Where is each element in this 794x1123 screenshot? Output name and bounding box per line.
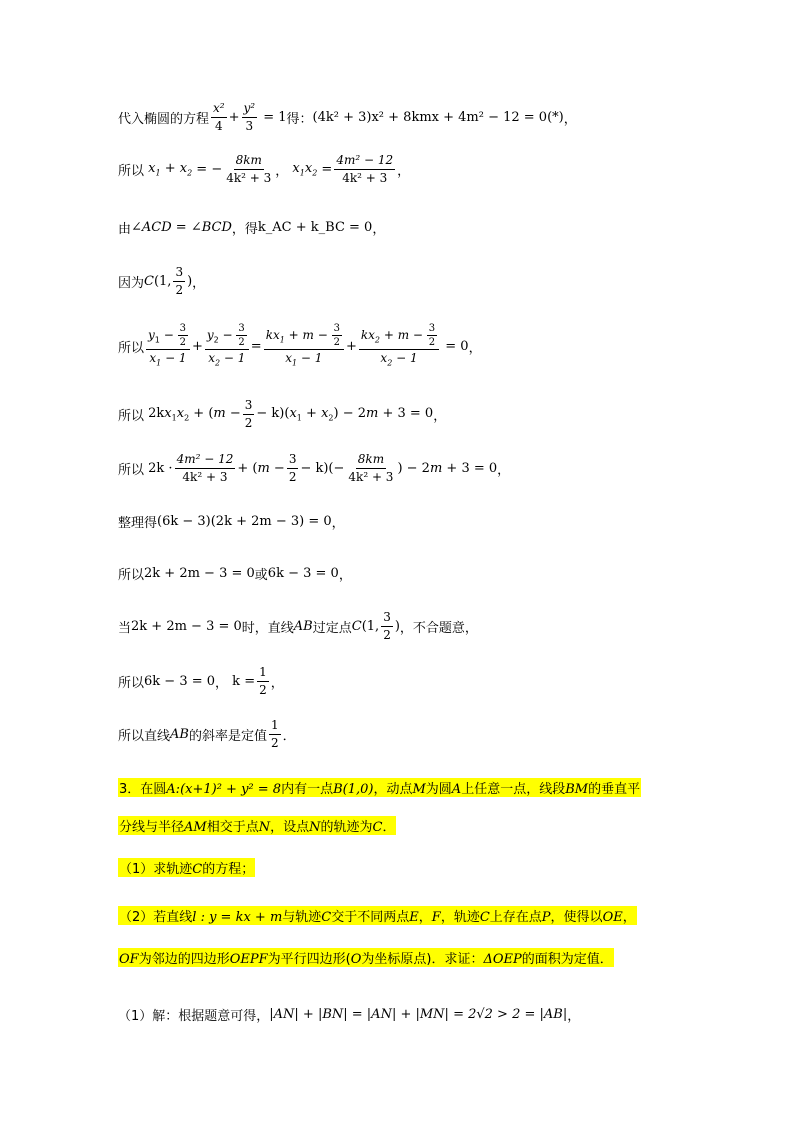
case-2: 6k − 3 = 0 [267, 566, 339, 581]
text: 所以 [118, 409, 145, 424]
text: ． [282, 729, 296, 744]
line-cases [118, 564, 352, 583]
text: ，不合题意， [399, 621, 478, 636]
line-expanded: 所以 $2kx_1x_2 + (m$ − $\frac{3}{2}$ − $k)(x_1 + x_2) - 2m + 3 = 0$ ， [118, 398, 447, 430]
fraction-term1: $y_1$ − $\frac{3}{2}$ $x_1 - 1$ [146, 323, 190, 370]
text: ， [397, 164, 411, 179]
text: （2）若直线 [119, 910, 193, 925]
symbol: N [258, 820, 271, 835]
text: ． [382, 820, 396, 835]
fraction-term3: $kx_1 + m$ − $\frac{3}{2}$ $x_1 - 1$ [264, 323, 344, 370]
text: 为坐标原点)．求证： [361, 952, 484, 967]
line-reject-case: 当 2k + 2m − 3 = 0 时，直线 AB 过定点 C (1, $\frac{3}{2}$ ) ，不合题意， [118, 610, 478, 642]
text: 因为 [118, 276, 145, 291]
fraction-3-2: $\frac{3}{2}$ [244, 398, 253, 430]
line-slope-equation: 所以 $y_1$ − $\frac{3}{2}$ $x_1 - 1$ + $y_2$ − $\frac{3}{2}$ $x_2 - 1$ = $kx_1 + m$ − $\frac{3}{2}$ $x_1 - 1$ + $kx_2 + m$ − $\frac{3}{2}$ $x_2 - 1$ = 0 ， [118, 323, 482, 370]
text: ， [563, 112, 577, 127]
text: 代入椭圆的方程 [118, 112, 210, 127]
text: 为邻边的四边形 [138, 952, 230, 967]
fraction-3-2: $\frac{3}{2}$ [175, 265, 184, 297]
symbol: C [192, 862, 203, 877]
text: 所以直线 [118, 729, 171, 744]
text: 所以 [118, 568, 145, 583]
line-point-c: 因为 C (1, $\frac{3}{2}$ ) ， [118, 265, 206, 297]
distance-equation: |AN| + |BN| = |AN| + |MN| = 2√2 > 2 = |AB| [269, 1007, 568, 1022]
symbol: OF [119, 952, 139, 967]
solution-1-start [118, 1005, 580, 1024]
line-angle-condition [118, 218, 385, 237]
problem-3-line-2 [118, 816, 396, 835]
text: 上存在点 [489, 910, 542, 925]
text: ， [331, 516, 345, 531]
text: 的面积为定值． [521, 952, 613, 967]
text: 的斜率是定值 [188, 729, 267, 744]
fraction-3-2: $\frac{3}{2}$ [383, 610, 391, 642]
text: 时，直线 [241, 621, 294, 636]
fraction-1-2: $\frac{1}{2}$ [270, 718, 279, 750]
text: 所以 [118, 463, 145, 478]
text: ， [567, 1009, 581, 1024]
text: 所以 [118, 164, 145, 179]
text: 在圆 [140, 782, 167, 797]
text: 整理得 [118, 516, 158, 531]
fraction-y2-over-3: $\frac{\text{y²}}{3}$ [243, 101, 256, 133]
text: 所以 [118, 341, 145, 357]
line-k-value: 所以 6k − 3 = 0 ， k = $\frac{1}{2}$ ， [118, 665, 284, 697]
question-2-line-2 [118, 948, 614, 967]
problem-number: 3． [119, 782, 141, 797]
text: ，使得以 [550, 910, 603, 925]
text: ，轨迹 [440, 910, 480, 925]
symbol: O [350, 952, 362, 967]
text: 与轨迹 [282, 910, 322, 925]
symbol: A [451, 782, 462, 797]
text: 由 [118, 222, 132, 237]
fraction-term4: $kx_2 + m$ − $\frac{3}{2}$ $x_2 - 1$ [359, 323, 439, 370]
symbol: BM [565, 782, 589, 797]
text: ， [497, 463, 511, 478]
text: ， [192, 276, 206, 291]
symbol: AM [184, 820, 207, 835]
case-2: 6k − 3 = 0 [144, 674, 216, 689]
text: 上任意一点，线段 [461, 782, 566, 797]
case-1: 2k + 2m − 3 = 0 [144, 566, 255, 581]
text: ， [338, 568, 352, 583]
symbol: C [321, 910, 332, 925]
text: ， [215, 676, 229, 691]
symbol: F [431, 910, 441, 925]
text: ， [418, 910, 432, 925]
fraction-product: $\frac{\text{4m² − 12}}{\text{4k² + 3}}$ [176, 452, 234, 484]
circle-equation: A:(x+1)² + y² = 8 [166, 782, 282, 797]
text: 得： [286, 112, 313, 127]
symbol: ΔOEP [483, 952, 522, 967]
fraction-sum: $\frac{8km}{\text{4k² + 3}}$ [348, 452, 394, 484]
text: 所以 [118, 676, 145, 691]
fraction-product: $\frac{\text{4m² − 12}}{\text{4k² + 3}}$ [336, 153, 394, 185]
symbol: N [309, 820, 321, 835]
symbol: C [479, 910, 490, 925]
text: 交于不同两点 [331, 910, 410, 925]
text: 的轨迹为 [320, 820, 373, 835]
fraction-1-2: $\frac{1}{2}$ [259, 665, 267, 697]
symbol: P [541, 910, 551, 925]
text: 当 [118, 621, 132, 636]
text: ， [433, 409, 447, 424]
fraction-sum: $\frac{8km}{\text{4k² + 3}}$ [226, 153, 272, 185]
question-2-line-1 [118, 906, 637, 925]
text: ， [270, 676, 284, 691]
symbol: M [412, 782, 426, 797]
angle-equality: ∠ACD = ∠BCD [131, 220, 232, 235]
text: ， [372, 222, 386, 237]
text: ， [622, 910, 636, 925]
case-1: 2k + 2m − 3 = 0 [131, 619, 242, 634]
text: ， [275, 164, 289, 179]
line-ellipse-substitution: 代入椭圆的方程 $\frac{\text{x²}}{4}$ + $\frac{\text{y²}}{3}$ = 1 得： (4k² + 3)x² + 8kmx + 4m² − 12 = 0(*) ， [118, 101, 577, 133]
symbol: OE [602, 910, 623, 925]
text: （1）解：根据题意可得， [118, 1009, 270, 1024]
question-1 [118, 858, 255, 877]
symbol: C [372, 820, 383, 835]
text: 的垂直平 [588, 782, 641, 797]
line-conclusion [118, 718, 296, 751]
line-substituted: 所以 2k · $\frac{\text{4m² − 12}}{\text{4k² + 3}}$ + (m − $\frac{3}{2}$ − k)(− $\frac{8km}{\text{4k² + 3}}$ ) − 2m + 3 = 0 ， [118, 452, 511, 484]
problem-3-line-1 [118, 778, 641, 797]
line-vieta: 所以 $x_1 + x_2$ = − $\frac{8km}{\text{4k² + 3}}$ ， $x_1x_2$ = $\frac{\text{4m² − 12}}{\text{4k² + 3}}$ ， [118, 153, 411, 185]
line-ab: AB [293, 619, 313, 634]
text: ，得 [231, 222, 258, 237]
text: 内有一点 [281, 782, 334, 797]
text: ，设点 [270, 820, 310, 835]
fraction-term2: $y_2$ − $\frac{3}{2}$ $x_2 - 1$ [205, 323, 249, 370]
fraction-x2-over-4: $\frac{\text{x²}}{4}$ [213, 101, 225, 133]
line-factored [118, 512, 345, 531]
symbol: OEPF [229, 952, 268, 967]
symbol: E [409, 910, 419, 925]
fraction-3-2: $\frac{3}{2}$ [288, 452, 297, 484]
text: 的方程； [202, 862, 255, 877]
line-ab: AB [170, 727, 189, 742]
factored-equation: (6k − 3)(2k + 2m − 3) = 0 [157, 514, 332, 529]
line-equation: l : y = kx + m [192, 910, 283, 925]
text: ， [468, 341, 482, 357]
text: 分线与半径 [119, 820, 185, 835]
text: （1）求轨迹 [119, 862, 193, 877]
text: 相交于点 [206, 820, 259, 835]
text: 为圆 [425, 782, 452, 797]
text: 过定点 [312, 621, 352, 636]
point-b: B(1,0) [333, 782, 374, 797]
text: ，动点 [373, 782, 413, 797]
text: 或 [254, 568, 268, 583]
slope-sum: k_AC + k_BC = 0 [257, 220, 373, 235]
quadratic-equation: (4k² + 3)x² + 8kmx + 4m² − 12 = 0(*) [312, 110, 564, 125]
text: 为平行四边形( [267, 952, 351, 967]
